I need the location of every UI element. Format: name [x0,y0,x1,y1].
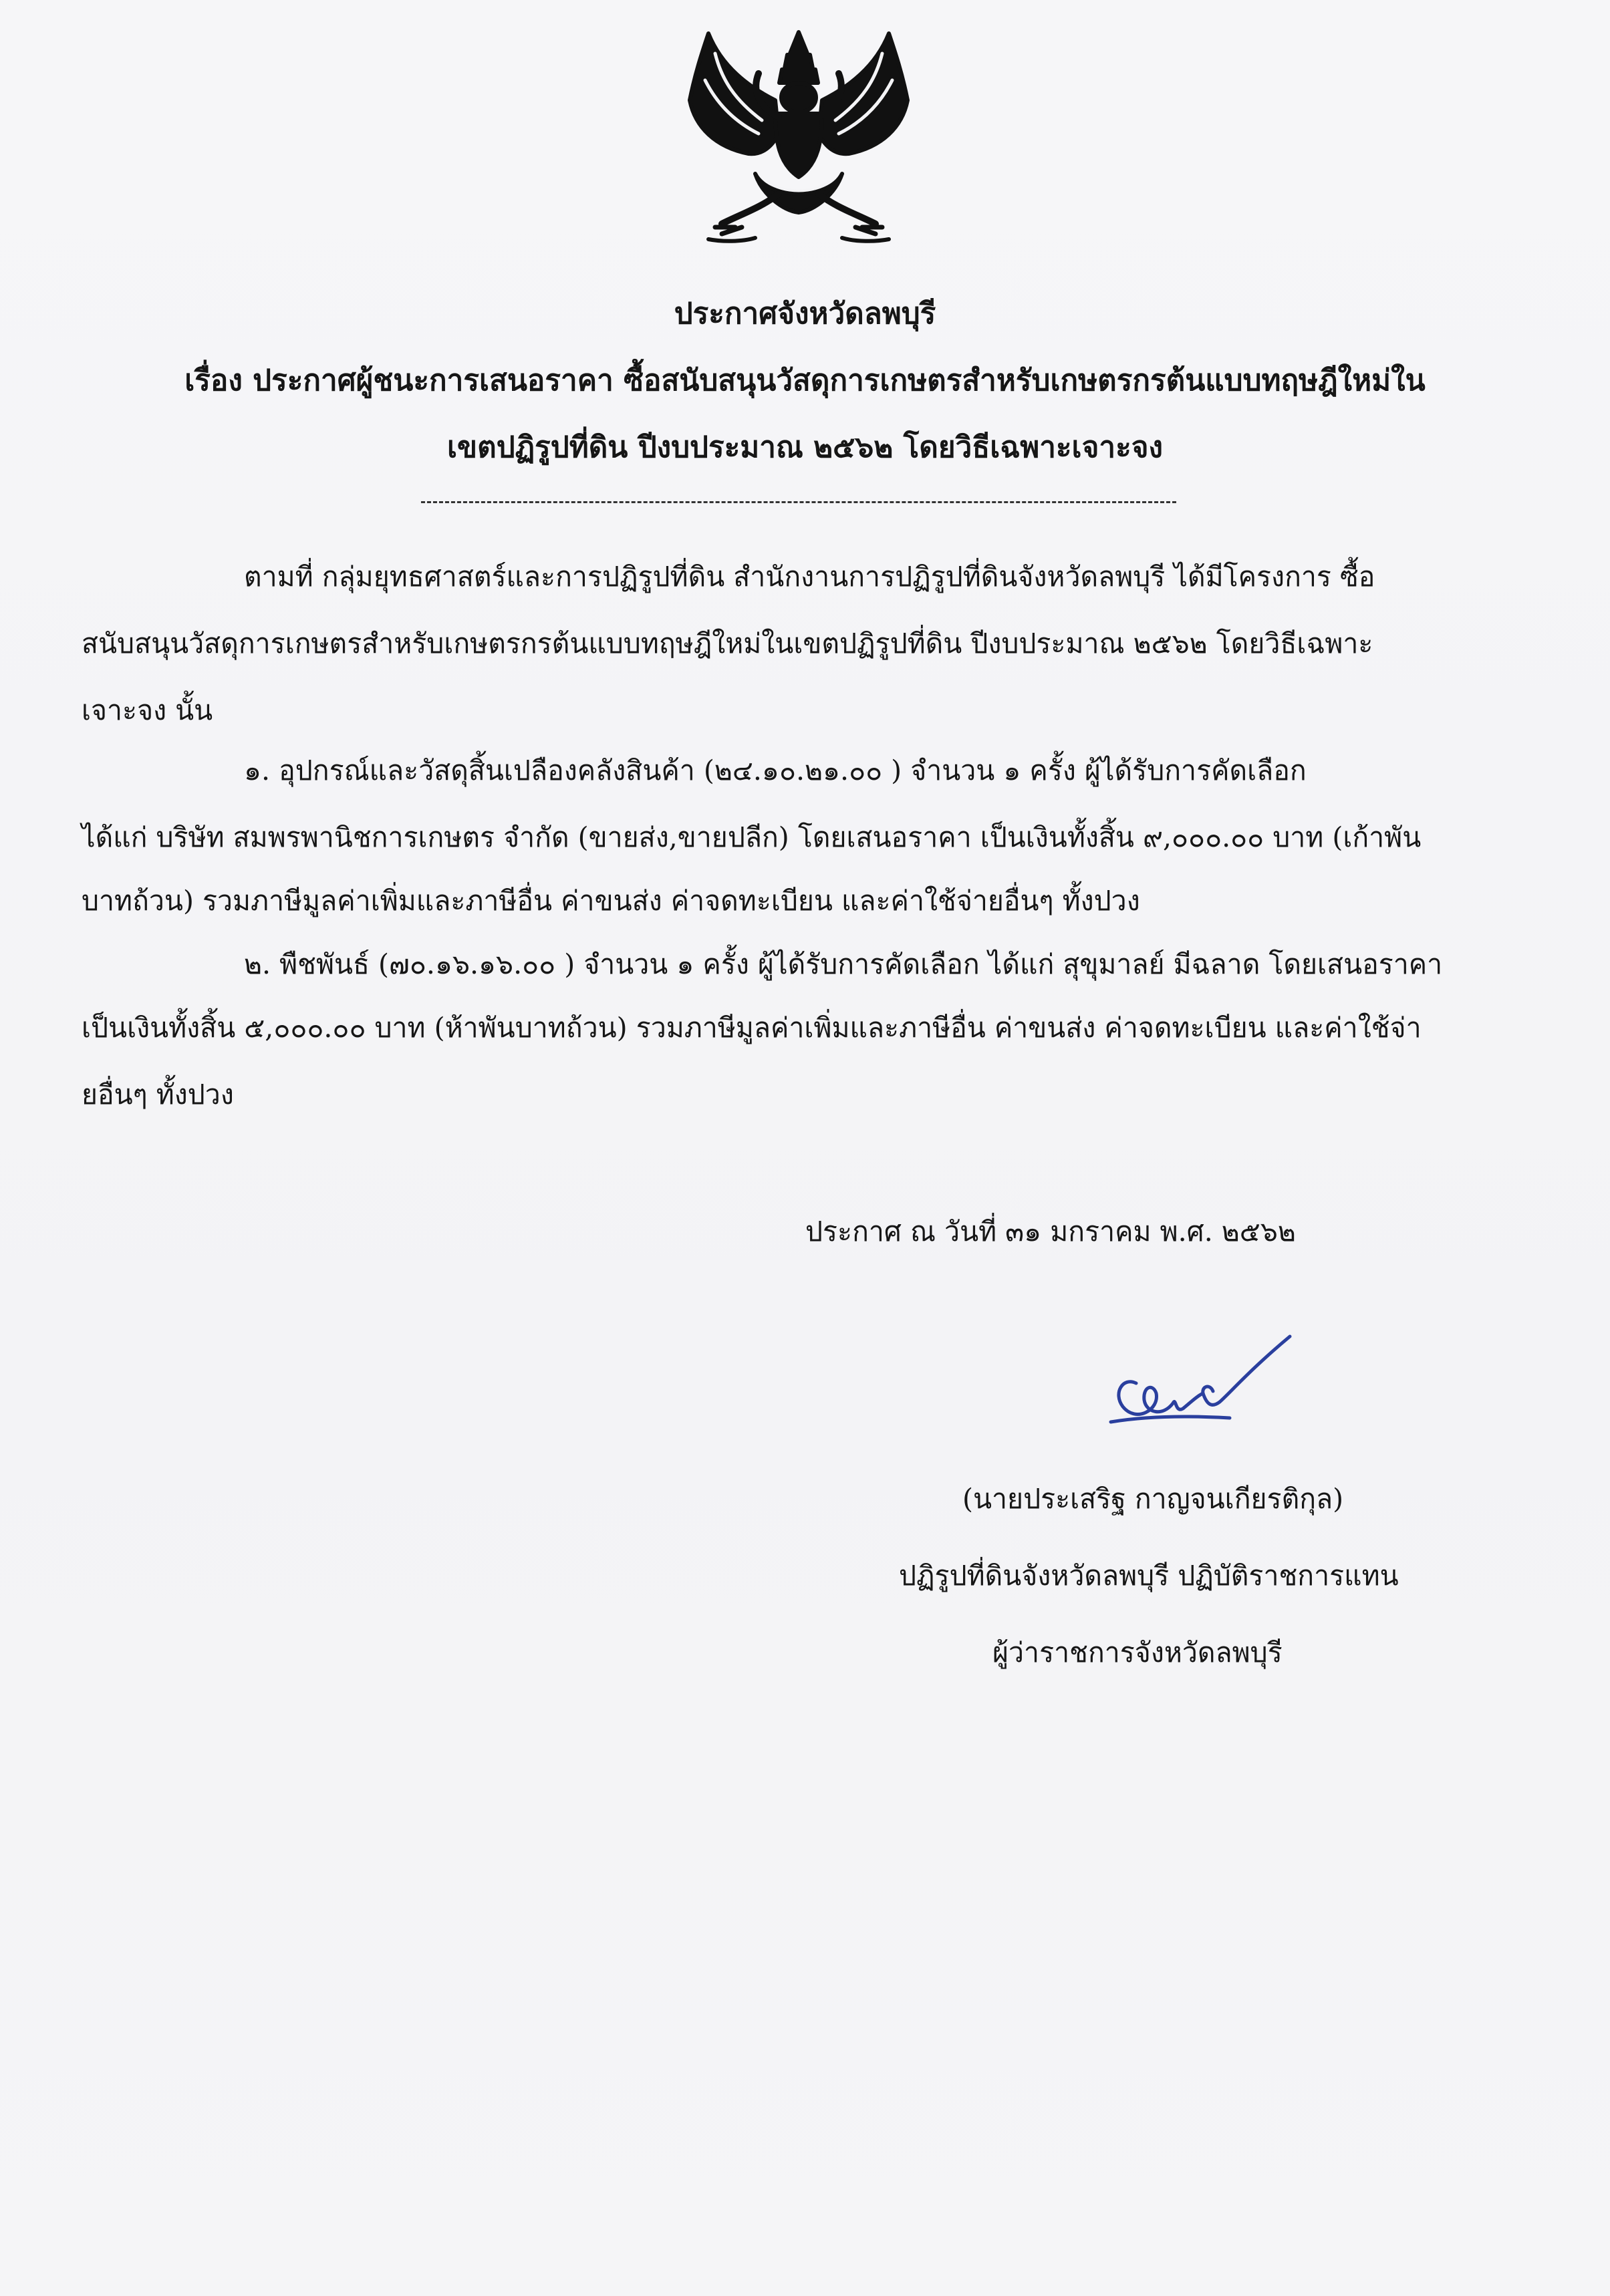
announcement-heading: ประกาศจังหวัดลพบุรี [674,297,936,331]
signature-icon [1096,1330,1310,1443]
signatory-position-1: ปฏิรูปที่ดินจังหวัดลพบุรี ปฏิบัติราชการแทน [899,1560,1399,1592]
announcement-date: ประกาศ ณ วันที่ ๓๑ มกราคม พ.ศ. ๒๕๖๒ [805,1215,1296,1248]
item2-line-1: ๒. พืชพันธ์ (๗๐.๑๖.๑๖.๐๐ ) จำนวน ๑ ครั้ง ผู้ได้รับการคัดเลือก ได้แก่ สุขุมาลย์ มีฉลาด โดยเสนอราคา [244,948,1443,980]
intro-line-2: สนับสนุนวัสดุการเกษตรสำหรับเกษตรกรต้นแบบทฤษฎีใหม่ในเขตปฏิรูปที่ดิน ปีงบประมาณ ๒๕๖๒ โดยวิธีเฉพาะ [82,627,1373,660]
garuda-emblem-icon [675,27,922,254]
intro-line-1: ตามที่ กลุ่มยุทธศาสตร์และการปฏิรูปที่ดิน สำนักงานการปฏิรูปที่ดินจังหวัดลพบุรี ได้มีโครงการ ซื้อ [244,561,1375,593]
signatory-name: (นายประเสริฐ กาญจนเกียรติกุล) [962,1483,1344,1515]
item2-line-3: ยอื่นๆ ทั้งปวง [82,1079,234,1111]
divider-line [421,501,1176,503]
item1-line-2: ได้แก่ บริษัท สมพรพานิชการเกษตร จำกัด (ขายส่ง,ขายปลีก) โดยเสนอราคา เป็นเงินทั้งสิ้น ๙,๐๐๐.๐๐ บาท (เก้าพัน [82,821,1422,853]
signatory-position-2: ผู้ว่าราชการจังหวัดลพบุรี [992,1636,1283,1669]
item1-line-3: บาทถ้วน) รวมภาษีมูลค่าเพิ่มและภาษีอื่น ค่าขนส่ง ค่าจดทะเบียน และค่าใช้จ่ายอื่นๆ ทั้งปวง [82,885,1140,917]
subject-line-1: เรื่อง ประกาศผู้ชนะการเสนอราคา ซื้อสนับสนุนวัสดุการเกษตรสำหรับเกษตรกรต้นแบบทฤษฎีใหม่ใน [184,364,1426,398]
subject-line-2: เขตปฏิรูปที่ดิน ปีงบประมาณ ๒๕๖๒ โดยวิธีเฉพาะเจาะจง [447,430,1163,464]
item2-line-2: เป็นเงินทั้งสิ้น ๕,๐๐๐.๐๐ บาท (ห้าพันบาทถ้วน) รวมภาษีมูลค่าเพิ่มและภาษีอื่น ค่าขนส่ง ค่าจดทะเบียน และค่าใช้จ่า [82,1012,1422,1044]
item1-line-1: ๑. อุปกรณ์และวัสดุสิ้นเปลืองคลังสินค้า (๒๔.๑๐.๒๑.๐๐ ) จำนวน ๑ ครั้ง ผู้ได้รับการคัดเลือก [244,754,1307,786]
intro-line-3: เจาะจง นั้น [82,694,213,726]
